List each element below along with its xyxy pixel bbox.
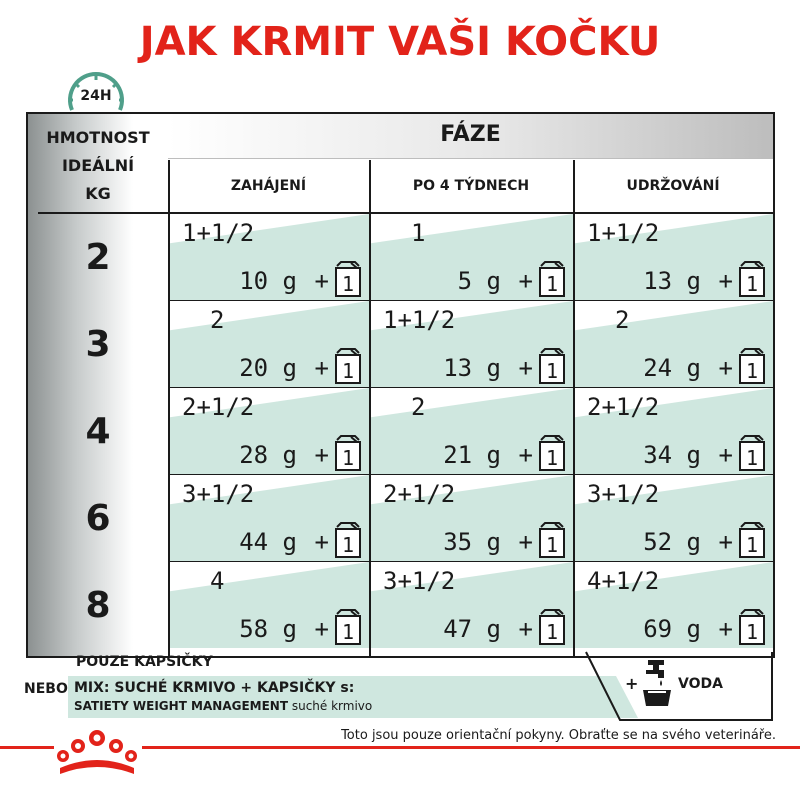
plus-sign: + xyxy=(314,354,329,382)
pouch-count: 1 xyxy=(545,359,559,383)
feeding-cell xyxy=(575,388,773,474)
weight-kg-value: 4 xyxy=(85,411,111,452)
dry-food-grams: 20 g xyxy=(239,354,297,382)
pouch-count: 1 xyxy=(545,620,559,644)
pouch-count: 1 xyxy=(341,620,355,644)
pouch-portion: 2 xyxy=(615,306,630,334)
pouch-count: 1 xyxy=(341,359,355,383)
pouch-portion: 3+1/2 xyxy=(587,480,660,508)
pouch-icon xyxy=(333,521,363,559)
dry-food-grams: 10 g xyxy=(239,267,297,295)
disclaimer-note: Toto jsou pouze orientační pokyny. Obraťte se na svého veterináře. xyxy=(341,728,776,743)
feeding-table xyxy=(26,112,775,658)
phase-title: FÁZE xyxy=(440,122,501,147)
pouch-portion: 1+1/2 xyxy=(383,306,456,334)
plus-sign: + xyxy=(718,354,733,382)
dry-food-grams: 52 g xyxy=(643,528,701,556)
feeding-cell xyxy=(170,475,369,561)
feeding-cell xyxy=(371,562,573,648)
mix-line-2-rest: suché krmivo xyxy=(288,699,373,713)
pouch-portion: 2+1/2 xyxy=(587,393,660,421)
pouch-portion: 2 xyxy=(210,306,225,334)
pouch-count: 1 xyxy=(341,533,355,557)
feeding-cell xyxy=(575,562,773,648)
feeding-cell xyxy=(371,301,573,387)
mix-line-2 xyxy=(74,699,372,713)
water-plus: + xyxy=(625,674,639,693)
pouch-count: 1 xyxy=(745,359,759,383)
feeding-cell xyxy=(575,214,773,300)
feeding-cell xyxy=(371,214,573,300)
pouch-portion: 2+1/2 xyxy=(182,393,255,421)
feeding-cell xyxy=(371,388,573,474)
column-divider xyxy=(168,160,170,658)
plus-sign: + xyxy=(314,528,329,556)
pouch-portion: 3+1/2 xyxy=(383,567,456,595)
dry-food-grams: 13 g xyxy=(643,267,701,295)
dry-food-grams: 35 g xyxy=(443,528,501,556)
feeding-cell xyxy=(170,562,369,648)
phase-header-maintenance: UDRŽOVÁNÍ xyxy=(626,178,720,194)
pouch-icon xyxy=(537,260,567,298)
pouch-icon xyxy=(537,521,567,559)
dry-food-grams: 44 g xyxy=(239,528,297,556)
pouch-portion: 4 xyxy=(210,567,225,595)
header-bottom-rule xyxy=(38,212,773,214)
pouch-count: 1 xyxy=(341,446,355,470)
pouch-icon xyxy=(333,347,363,385)
pouch-icon xyxy=(737,608,767,646)
column-divider xyxy=(573,160,575,658)
plus-sign: + xyxy=(718,528,733,556)
plus-sign: + xyxy=(518,615,533,643)
header-divider xyxy=(168,158,773,159)
water-tap-bowl-icon xyxy=(640,658,674,710)
feeding-cell xyxy=(575,475,773,561)
dry-food-grams: 5 g xyxy=(457,267,501,295)
pouch-icon xyxy=(537,347,567,385)
weight-kg-value: 8 xyxy=(85,585,111,626)
plus-sign: + xyxy=(518,354,533,382)
plus-sign: + xyxy=(518,441,533,469)
pouch-count: 1 xyxy=(341,272,355,296)
pouch-icon xyxy=(333,608,363,646)
pouch-portion: 2 xyxy=(411,393,426,421)
plus-sign: + xyxy=(518,528,533,556)
plus-sign: + xyxy=(314,615,329,643)
page-title: JAK KRMIT VAŠI KOČKU xyxy=(139,19,661,65)
dry-food-grams: 34 g xyxy=(643,441,701,469)
pouch-count: 1 xyxy=(745,620,759,644)
weight-header-line: IDEÁLNÍ xyxy=(61,156,135,175)
pouch-icon xyxy=(333,434,363,472)
water-box-border xyxy=(580,650,774,722)
feeding-cell xyxy=(371,475,573,561)
pouch-portion: 1 xyxy=(411,219,426,247)
pouch-icon xyxy=(537,434,567,472)
pouch-icon xyxy=(333,260,363,298)
pouch-icon xyxy=(737,521,767,559)
pouch-count: 1 xyxy=(745,446,759,470)
feeding-cell xyxy=(170,388,369,474)
plus-sign: + xyxy=(718,615,733,643)
plus-sign: + xyxy=(314,441,329,469)
weight-header-line: KG xyxy=(85,184,111,203)
dry-food-grams: 13 g xyxy=(443,354,501,382)
pouch-count: 1 xyxy=(745,533,759,557)
phase-header-start: ZAHÁJENÍ xyxy=(230,178,307,194)
clock-label: 24H xyxy=(80,88,112,104)
weight-kg-value: 6 xyxy=(85,498,111,539)
mix-line-2-product: SATIETY WEIGHT MANAGEMENT xyxy=(74,699,289,713)
dry-food-grams: 21 g xyxy=(443,441,501,469)
feeding-cell xyxy=(575,301,773,387)
pouch-portion: 2+1/2 xyxy=(383,480,456,508)
pouch-icon xyxy=(737,434,767,472)
plus-sign: + xyxy=(718,267,733,295)
pouch-count: 1 xyxy=(745,272,759,296)
plus-sign: + xyxy=(718,441,733,469)
phase-header-after-4-weeks: PO 4 TÝDNECH xyxy=(412,178,530,194)
dry-food-grams: 28 g xyxy=(239,441,297,469)
pouch-portion: 1+1/2 xyxy=(182,219,255,247)
red-rule-left xyxy=(0,746,54,749)
pouch-portion: 1+1/2 xyxy=(587,219,660,247)
pouch-portion: 3+1/2 xyxy=(182,480,255,508)
pouch-count: 1 xyxy=(545,533,559,557)
weight-kg-value: 3 xyxy=(85,324,111,365)
pouch-icon xyxy=(537,608,567,646)
feeding-cell xyxy=(170,214,369,300)
pouch-count: 1 xyxy=(545,272,559,296)
or-label: NEBO xyxy=(24,681,68,697)
pouch-portion: 4+1/2 xyxy=(587,567,660,595)
weight-kg-value: 2 xyxy=(85,237,111,278)
weight-header xyxy=(28,124,168,208)
pouches-only-label: POUZE KAPSIČKY xyxy=(76,654,213,670)
dry-food-grams: 47 g xyxy=(443,615,501,643)
pouch-count: 1 xyxy=(545,446,559,470)
feeding-cell xyxy=(170,301,369,387)
dry-food-grams: 69 g xyxy=(643,615,701,643)
royal-canin-crown-icon xyxy=(54,724,140,776)
pouch-icon xyxy=(737,260,767,298)
plus-sign: + xyxy=(518,267,533,295)
plus-sign: + xyxy=(314,267,329,295)
pouch-icon xyxy=(737,347,767,385)
water-label: VODA xyxy=(678,676,723,692)
column-divider xyxy=(369,160,371,658)
dry-food-grams: 24 g xyxy=(643,354,701,382)
dry-food-grams: 58 g xyxy=(239,615,297,643)
mix-line-1: MIX: SUCHÉ KRMIVO + KAPSIČKY s: xyxy=(74,680,355,696)
red-rule-right xyxy=(142,746,800,749)
weight-header-line: HMOTNOST xyxy=(46,128,150,147)
